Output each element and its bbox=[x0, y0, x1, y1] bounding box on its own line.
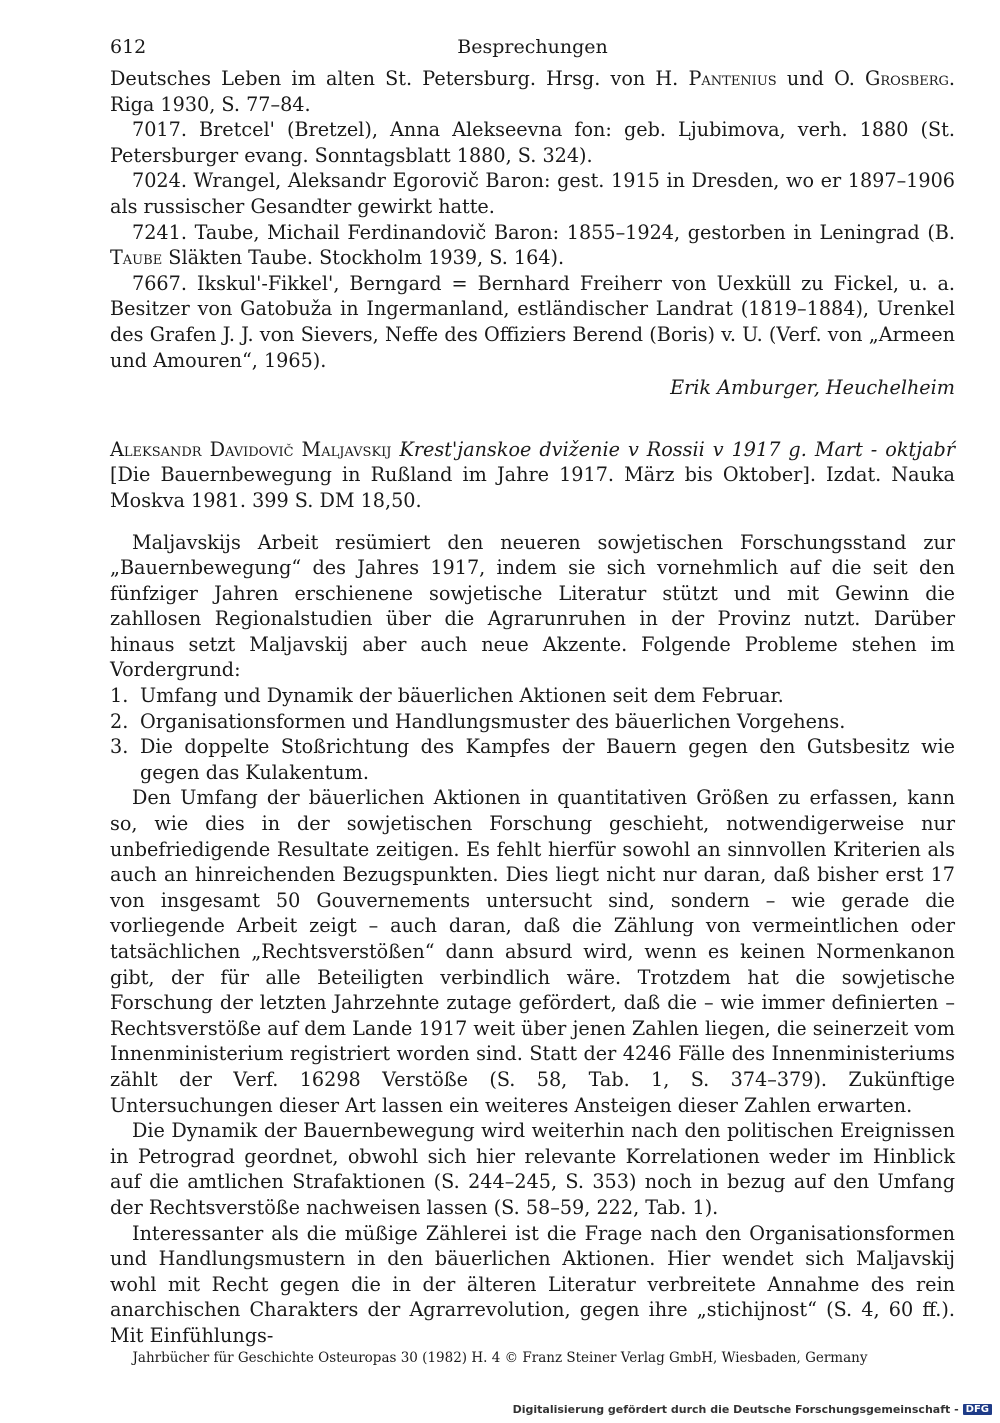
dfg-logo: DFG bbox=[963, 1404, 992, 1415]
register-entry: 7667. Ikskul'-Fikkel', Berngard = Bernhard Freiherr von Uexküll zu Fickel, u. a. Besitzer von Gatobuža in Ingermanland, estländischer Landrat (1819–1884), Urenkel des Grafen J. J. von Sievers, Neffe des Offiziers Berend (Boris) v. U. (Verf. von „Armeen und Amouren“, 1965). bbox=[110, 271, 955, 372]
body-text bbox=[110, 66, 955, 1349]
review1-source bbox=[110, 66, 955, 117]
review-paragraph: Den Umfang der bäuerlichen Aktionen in quantitativen Größen zu erfassen, kann so, wie dies in der sowjetischen Forschung geschieht, notwendigerweise nur unbefriedigende Resultate zeitigen. Es fehlt hierfür sowohl an sinnvollen Kriterien als auch an hinreichenden Bezugspunkten. Dies liegt nicht nur daran, daß bisher erst 17 von insgesamt 50 Gouvernements untersucht sind, sondern – wie gerade die vorliegende Arbeit zeigt – auch daran, daß die Zählung von vermeintlichen oder tatsächlichen „Rechtsverstößen“ dann absurd wird, wenn es keinen Normenkanon gibt, der für alle Beteiligten verbindlich wäre. Trotzdem hat die sowjetische Forschung der letzten Jahrzehnte zutage gefördert, daß die – wie immer definierten – Rechtsverstöße auf dem Lande 1917 weit über jenen Zahlen liegen, die seinerzeit vom Innenministerium registriert worden sind. Statt der 4246 Fälle des Innenministeriums zählt der Verf. 16298 Verstöße (S. 58, Tab. 1, S. 374–379). Zukünftige Untersuchungen dieser Art lassen ein weiteres Ansteigen dieser Zahlen erwarten. bbox=[110, 786, 955, 1117]
book-title: Krest'janskoe dviženie v Rossii v 1917 g. Mart - oktjabŕ bbox=[399, 437, 956, 461]
list-number: 2. bbox=[110, 709, 129, 733]
book-author: Aleksandr Davidovič Maljavskij bbox=[110, 437, 392, 461]
section-gap bbox=[110, 514, 955, 530]
source-imprint: Riga 1930, S. 77–84. bbox=[110, 92, 311, 116]
entry-author: Taube bbox=[110, 246, 163, 270]
list-item bbox=[110, 709, 955, 735]
list-item bbox=[110, 734, 955, 785]
list-text: Umfang und Dynamik der bäuerlichen Aktionen seit dem Februar. bbox=[140, 684, 784, 708]
entry-text: Släkten Taube. Stockholm 1939, S. 164). bbox=[168, 246, 565, 270]
page-number: 612 bbox=[110, 36, 147, 58]
register-entry: 7024. Wrangel, Aleksandr Egorovič Baron: gest. 1915 in Dresden, wo er 1897–1906 als russischer Gesandter gewirkt hatte. bbox=[110, 169, 955, 218]
list-number: 3. bbox=[110, 735, 129, 759]
entry-text: 7241. Taube, Michail Ferdinandovič Baron: 1855–1924, gestorben in Leningrad (B. bbox=[132, 220, 955, 244]
reviewer-signature: Erik Amburger, Heuchelheim bbox=[670, 376, 955, 400]
section-gap bbox=[110, 401, 955, 437]
list-number: 1. bbox=[110, 684, 129, 708]
review-intro: Maljavskijs Arbeit resümiert den neueren sowjetischen Forschungsstand zur „Bauernbewegung“ des Jahres 1917, indem sie sich vornehmlich auf die seit den fünfziger Jahren erschienene sowjetische Literatur stützt und mit Gewinn die zahllosen Regionalstudien über die Agrarunruhen in der Provinz nutzt. Darüber hinaus setzt Maljavskij aber auch neue Akzente. Folgende Probleme stehen im Vordergrund: bbox=[110, 530, 955, 682]
editor-name: O. Grosberg. bbox=[834, 67, 955, 90]
source-conjunction: und bbox=[786, 67, 824, 90]
register-entry: 7017. Bretcel' (Bretzel), Anna Alekseevna fon: geb. Ljubimova, verh. 1880 (St. Petersburger evang. Sonntagsblatt 1880, S. 324). bbox=[110, 118, 955, 167]
running-title: Besprechungen bbox=[457, 36, 608, 58]
list-text: Organisationsformen und Handlungsmuster des bäuerlichen Vorgehens. bbox=[140, 709, 846, 733]
review-paragraph: Die Dynamik der Bauernbewegung wird weiterhin nach den politischen Ereignissen in Petrograd geordnet, obwohl sich hier relevante Korrelationen weder im Hinblick auf die amtlichen Strafaktionen (S. 244–245, S. 353) noch in bezug auf den Umfang der Rechtsverstöße nachweisen lassen (S. 58–59, 222, Tab. 1). bbox=[110, 1119, 955, 1219]
page bbox=[110, 36, 955, 1349]
running-head bbox=[110, 36, 955, 66]
book-details: [Die Bauernbewegung in Rußland im Jahre 1917. März bis Oktober]. Izdat. Nauka Moskva 1981. 399 S. DM 18,50. bbox=[110, 463, 955, 512]
editor-name: Pantenius bbox=[688, 67, 777, 90]
digitization-note bbox=[513, 1403, 992, 1416]
list-item bbox=[110, 683, 955, 709]
review-paragraph: Interessanter als die müßige Zählerei ist die Frage nach den Organisationsformen und Handlungsmustern in den bäuerlichen Aktionen. Hier wendet sich Maljavskij wohl mit Recht gegen die in der älteren Literatur verbreitete Annahme des rein anarchischen Charakters der Agrarrevolution, gegen ihre „stichijnost“ (S. 4, 60 ff.). Mit Einfühlungs- bbox=[110, 1221, 955, 1347]
register-entry bbox=[110, 220, 955, 271]
journal-footer: Jahrbücher für Geschichte Osteuropas 30 (1982) H. 4 © Franz Steiner Verlag GmbH, Wiesbaden, Germany bbox=[132, 1350, 868, 1366]
list-text: Die doppelte Stoßrichtung des Kampfes der Bauern gegen den Gutsbesitz wie gegen das Kulakentum. bbox=[140, 735, 955, 784]
problem-list bbox=[110, 683, 955, 785]
digitization-text: Digitalisierung gefördert durch die Deutsche Forschungsgemeinschaft - bbox=[512, 1403, 959, 1416]
review2-bibliography bbox=[110, 437, 955, 514]
source-text: Deutsches Leben im alten St. Petersburg. Hrsg. von H. bbox=[110, 67, 679, 90]
